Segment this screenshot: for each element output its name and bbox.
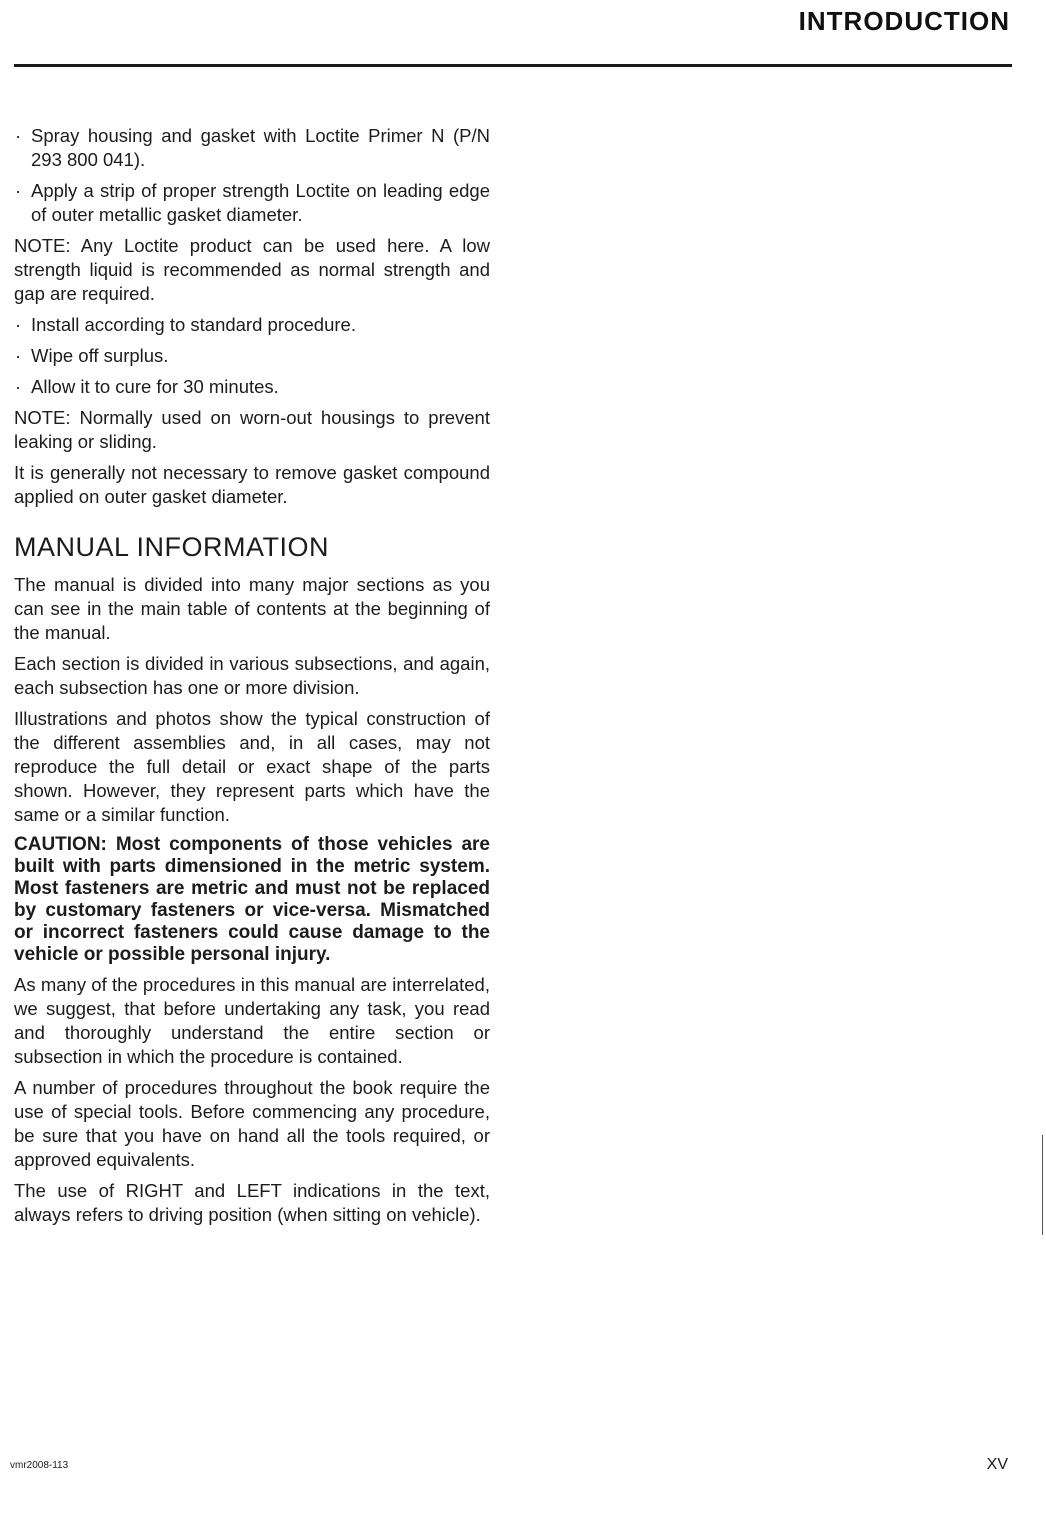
margin-mark bbox=[1042, 1135, 1043, 1235]
body-paragraph: Each section is divided in various subsections, and again, each subsection has one or more division. bbox=[14, 653, 490, 698]
body-paragraph: The manual is divided into many major sections as you can see in the main table of contents at the beginning of the manual. bbox=[14, 574, 490, 643]
caution-paragraph bbox=[14, 834, 490, 966]
bullet-item bbox=[14, 375, 490, 399]
caution-label: CAUTION: bbox=[14, 834, 107, 855]
bullet-marker: · bbox=[15, 125, 22, 146]
body-paragraph: A number of procedures throughout the book require the use of special tools. Before commencing any procedure, be sure that you have on hand all the tools required, or approved equivalents. bbox=[14, 1077, 490, 1170]
bullet-item bbox=[14, 179, 490, 227]
body-paragraph: As many of the procedures in this manual are interrelated, we suggest, that before undertaking any task, you read and thoroughly understand the entire section or subsection in which the procedure is contained. bbox=[14, 974, 490, 1067]
caution-text: Most components of those vehicles are built with parts dimensioned in the metric system. Most fasteners are metric and must not be replaced by customary fasteners or vice-versa. Mismatched or incorrect fasteners could cause damage to the vehicle or possible personal injury. bbox=[14, 834, 490, 965]
body-paragraph: It is generally not necessary to remove gasket compound applied on outer gasket diameter. bbox=[14, 462, 490, 507]
page-number: XV bbox=[986, 1456, 1008, 1473]
bullet-text: Apply a strip of proper strength Loctite on leading edge of outer metallic gasket diameter. bbox=[31, 180, 490, 225]
body-paragraph: The use of RIGHT and LEFT indications in the text, always refers to driving position (when sitting on vehicle). bbox=[14, 1180, 490, 1225]
note-paragraph: NOTE: Any Loctite product can be used here. A low strength liquid is recommended as normal strength and gap are required. bbox=[14, 235, 490, 304]
bullet-marker: · bbox=[15, 180, 22, 201]
bullet-marker: · bbox=[15, 345, 22, 366]
bullet-marker: · bbox=[15, 314, 22, 335]
bullet-item bbox=[14, 344, 490, 368]
bullet-item bbox=[14, 313, 490, 337]
main-column bbox=[14, 124, 490, 1234]
bullet-text: Spray housing and gasket with Loctite Primer N (P/N 293 800 041). bbox=[31, 125, 490, 170]
page-header-title: INTRODUCTION bbox=[798, 6, 1010, 36]
bullet-text: Install according to standard procedure. bbox=[31, 314, 356, 335]
bullet-marker: · bbox=[15, 376, 22, 397]
header-divider bbox=[14, 64, 1012, 67]
bullet-text: Wipe off surplus. bbox=[31, 345, 169, 366]
section-heading: MANUAL INFORMATION bbox=[14, 532, 330, 562]
body-paragraph: Illustrations and photos show the typical construction of the different assemblies and, in all cases, may not reproduce the full detail or exact shape of the parts shown. However, they represent parts which have the same or a similar function. bbox=[14, 708, 490, 825]
note-paragraph: NOTE: Normally used on worn-out housings to prevent leaking or sliding. bbox=[14, 407, 490, 452]
bullet-text: Allow it to cure for 30 minutes. bbox=[31, 376, 279, 397]
bullet-item bbox=[14, 124, 490, 172]
document-code: vmr2008-113 bbox=[10, 1460, 69, 1471]
